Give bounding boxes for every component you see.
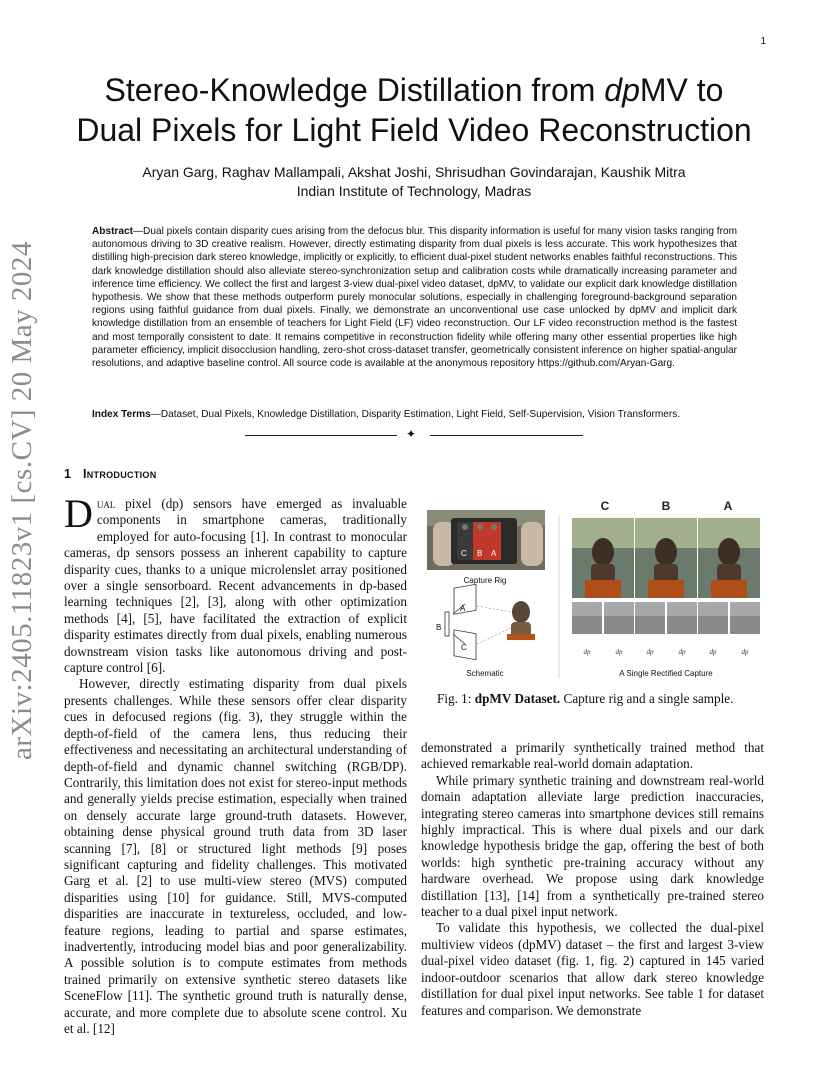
rig-letter-b: B [477, 549, 483, 558]
index-terms-text: —Dataset, Dual Pixels, Knowledge Distillation, Disparity Estimation, Light Field, Self-Supervision, Vision Transformers. [150, 409, 681, 420]
caption-text: Capture rig and a single sample. [560, 691, 734, 706]
intro-left-column [64, 491, 407, 1037]
paper-title [0, 70, 828, 150]
caption-prefix: Fig. 1: [437, 691, 475, 706]
rectified-view-a [698, 518, 760, 634]
schematic-letter-a: A [460, 604, 466, 613]
intro-paragraph-1 [64, 491, 407, 676]
drop-cap-continuation: ual [96, 496, 116, 511]
index-terms-label: Index Terms [92, 409, 151, 420]
intro-paragraph-2: However, directly estimating disparity from dual pixels presents challenges. While these sensors offer clear disparity cues in defocused regions (fig. 3), they struggle within the depth-of-field of the camera lens, thus reducing their effectiveness and necessitating an architectural understanding of depth-of-field and dynamic channel switching (RGB/DP). Contrarily, this limitation does not exist for stereo-input methods and generally yields precise estimation, especially when trained on densely accurate large ground-truth datasets. However, obtaining dense physical ground truth data from 3D laser scanning [7], [8] or structured light methods [9] poses significant capturing and fidelity challenges. This motivated Garg et al. [2] to use multi-view stereo (MVS) computed disparities using [10] for guidance. Still, MVS-computed disparities are inaccurate in textureless, occluded, and low-feature regions, leading to partial and sparse estimates, inadvertently, introducing model bias and poor generalizability. A possible solution is to compute estimates from methods trained primarily on extensive synthetic stereo datasets like SceneFlow [11]. The synthetic ground truth is naturally dense, accurate, and more complete due to absolute scene control. Xu et al. [12] [64, 676, 407, 1036]
schematic-letter-c: C [461, 643, 467, 652]
rig-letter-c: C [461, 549, 467, 558]
title-line1-start: Stereo-Knowledge Distillation from [104, 72, 605, 108]
view-label-a: A [723, 499, 733, 513]
dp-label-c-right: dp [615, 648, 623, 656]
schematic-letter-b: B [436, 623, 442, 632]
dp-label-b-left: dp [646, 648, 654, 656]
dp-label-c-left: dp [583, 648, 591, 656]
abstract-text: —Dual pixels contain disparity cues arising from the defocus blur. This disparity information is useful for many vision tasks ranging from autonomous driving to 3D creative realism. However, directly estimating disparity from dual pixels is less accurate. This work hypothesizes that distilling high-precision dark stereo knowledge, implicitly or explicitly, to efficient dual-pixel student networks enables faithful reconstructions. This dark knowledge distillation should also alleviate stereo-synchronization setup and calibration costs while dramatically increasing parameter and inference time efficiency. We collect the first and largest 3-view dual-pixel video dataset, dpMV, to validate our explicit dark knowledge distillation hypothesis. We show that these methods outperform purely monocular solutions, especially in challenging foreground-background separation regions using faithful guidance from dual pixels. Finally, we demonstrate an unconventional use case unlocked by dpMV and implicit dark knowledge distillation from an ensemble of teachers for Light Field (LF) video reconstruction. Our LF video reconstruction method is the fastest and most temporally consistent to date. It remains competitive in reconstruction fidelity while offering many other essential properties like high parameter efficiency, implicit disocclusion handling, zero-shot cross-dataset transfer, geometrically consistent inference on higher spatial-angular resolutions, and adaptive baseline control. All source code is available at the anonymous repository https://github.com/Aryan-Garg. [92, 226, 737, 370]
drop-cap: D [64, 491, 93, 536]
arxiv-identifier: arXiv:2405.11823v1 [cs.CV] 20 May 2024 [6, 241, 38, 760]
section-number: 1 [64, 467, 71, 481]
section-title: Introduction [82, 467, 157, 481]
separator-diamond-icon: ✦ [406, 427, 417, 441]
rectified-capture-label: A Single Rectified Capture [619, 669, 713, 678]
separator-left [245, 435, 397, 436]
dp-label-b-right: dp [678, 648, 686, 656]
rectified-view-c [572, 518, 634, 634]
title-line1-end: MV to [639, 72, 724, 108]
figure-1 [421, 496, 766, 686]
abstract [92, 225, 737, 370]
author-list: Aryan Garg, Raghav Mallampali, Akshat Joshi, Shrisudhan Govindarajan, Kaushik Mitra [142, 164, 686, 180]
right-paragraph-2: To validate this hypothesis, we collected the dual-pixel multiview videos (dpMV) dataset – the first and largest 3-view dual-pixel video dataset (fig. 1, fig. 2) captured in 145 varied indoor-outdoor scenarios that allow dark stereo knowledge distillation for dual pixel input networks. See table 1 for dataset features and comparison. We demonstrate [421, 920, 764, 1018]
section-heading [64, 467, 157, 481]
schematic-diagram [436, 584, 535, 659]
capture-rig-image [427, 510, 545, 570]
rig-letter-a: A [491, 549, 497, 558]
dp-label-a-right: dp [741, 648, 749, 656]
view-label-c: C [600, 499, 610, 513]
page-number: 1 [760, 36, 766, 47]
intro-right-column [421, 740, 764, 1019]
view-label-b: B [661, 499, 671, 513]
affiliation: Indian Institute of Technology, Madras [296, 183, 532, 199]
abstract-label: Abstract [92, 226, 133, 237]
separator-right [430, 435, 583, 436]
right-paragraph-0: demonstrated a primarily synthetically trained method that achieved remarkable real-world domain adaptation. [421, 740, 764, 772]
capture-rig-label: Capture Rig [463, 576, 507, 585]
title-dp: dp [604, 72, 640, 108]
right-paragraph-1: While primary synthetic training and downstream real-world domain adaptation alleviate large prediction inaccuracies, integrating stereo cameras into smartphone devices still remains highly impractical. This is where dual pixels and our dark knowledge hypothesis bridge the gap, offering the best of both worlds: high synthetic pre-training accuracy without any hardware overhead. We propose using dark knowledge distillation [13], [14] from a synthetically pre-trained stereo teacher to a dual pixel input network. [421, 772, 764, 920]
figure-caption [437, 691, 733, 707]
caption-bold: dpMV Dataset. [474, 691, 561, 706]
schematic-label: Schematic [466, 669, 504, 678]
rectified-view-b [635, 518, 697, 634]
title-line2: Dual Pixels for Light Field Video Reconstruction [76, 112, 752, 148]
index-terms [92, 408, 737, 421]
intro-paragraph-1-text: pixel (dp) sensors have emerged as invaluable components in smartphone cameras, traditionally employed for auto-focusing [1]. In contrast to monocular cameras, dp sensors possess an inherent capability to capture disparity cues, thanks to a unique microlenslet array positioned over a single sensorboard. Recent advancements in dp-based learning techniques [2], [3], along with other optimization methods [4], [5], have facilitated the extraction of explicit disparity estimates directly from dual pixels, enabling numerous downstream vision tasks like autonomous driving and post-capture control [6]. [64, 496, 407, 676]
dp-label-a-left: dp [709, 648, 717, 656]
